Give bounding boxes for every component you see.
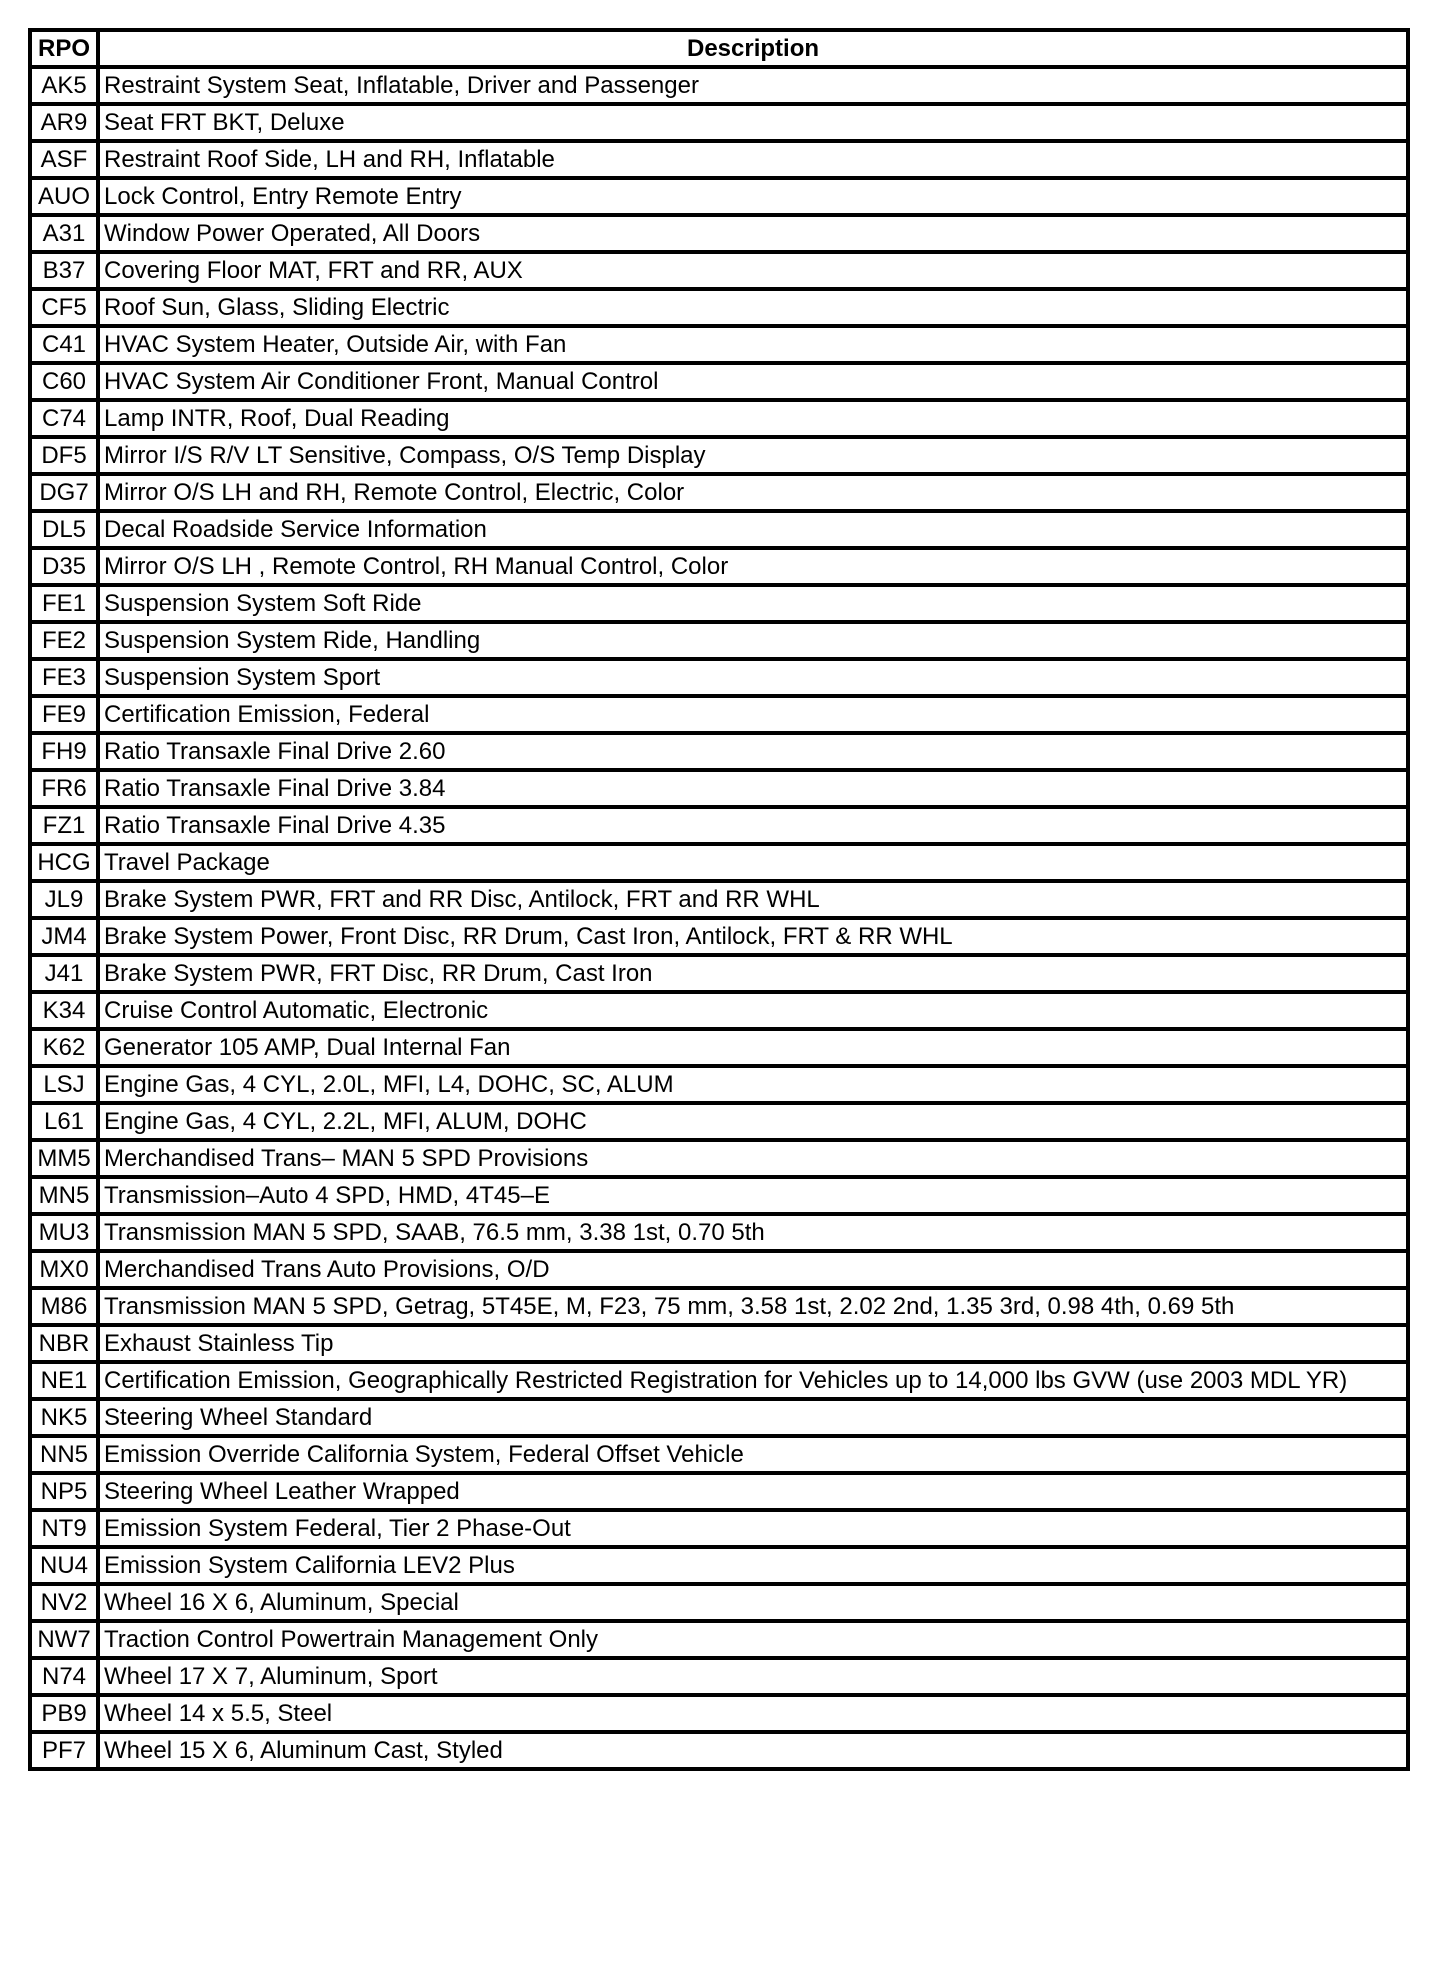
description-cell: Mirror I/S R/V LT Sensitive, Compass, O/S Temp Display [98,437,1408,474]
rpo-column-header: RPO [30,30,98,67]
rpo-code-cell: K34 [30,992,98,1029]
rpo-code-cell: FZ1 [30,807,98,844]
description-cell: Mirror O/S LH and RH, Remote Control, Electric, Color [98,474,1408,511]
description-cell: Brake System PWR, FRT and RR Disc, Antilock, FRT and RR WHL [98,881,1408,918]
rpo-code-cell: FR6 [30,770,98,807]
description-cell: Restraint Roof Side, LH and RH, Inflatable [98,141,1408,178]
description-cell: Covering Floor MAT, FRT and RR, AUX [98,252,1408,289]
rpo-code-cell: AR9 [30,104,98,141]
rpo-code-cell: NK5 [30,1399,98,1436]
description-cell: Ratio Transaxle Final Drive 3.84 [98,770,1408,807]
table-row [30,548,1408,585]
rpo-code-cell: DG7 [30,474,98,511]
table-row [30,807,1408,844]
rpo-code-cell: FH9 [30,733,98,770]
description-cell: Cruise Control Automatic, Electronic [98,992,1408,1029]
rpo-code-cell: NP5 [30,1473,98,1510]
table-row [30,178,1408,215]
table-row [30,1103,1408,1140]
description-cell: Roof Sun, Glass, Sliding Electric [98,289,1408,326]
rpo-code-cell: NBR [30,1325,98,1362]
description-cell: Traction Control Powertrain Management Only [98,1621,1408,1658]
table-row [30,881,1408,918]
description-cell: HVAC System Heater, Outside Air, with Fan [98,326,1408,363]
table-row [30,992,1408,1029]
table-row [30,1177,1408,1214]
rpo-code-cell: J41 [30,955,98,992]
rpo-code-cell: PF7 [30,1732,98,1769]
rpo-code-cell: AK5 [30,67,98,104]
table-row [30,844,1408,881]
table-row [30,1399,1408,1436]
description-cell: Mirror O/S LH , Remote Control, RH Manual Control, Color [98,548,1408,585]
description-cell: Emission System California LEV2 Plus [98,1547,1408,1584]
table-row [30,474,1408,511]
table-row [30,659,1408,696]
table-row [30,1066,1408,1103]
description-cell: Brake System Power, Front Disc, RR Drum, Cast Iron, Antilock, FRT & RR WHL [98,918,1408,955]
description-cell: Suspension System Sport [98,659,1408,696]
table-row [30,400,1408,437]
rpo-code-cell: NT9 [30,1510,98,1547]
rpo-code-cell: L61 [30,1103,98,1140]
rpo-code-cell: NW7 [30,1621,98,1658]
description-cell: Ratio Transaxle Final Drive 4.35 [98,807,1408,844]
description-cell: Suspension System Soft Ride [98,585,1408,622]
rpo-table [28,28,1410,1771]
table-body [30,67,1408,1769]
table-row [30,1140,1408,1177]
rpo-code-cell: C41 [30,326,98,363]
description-cell: Exhaust Stainless Tip [98,1325,1408,1362]
rpo-code-cell: B37 [30,252,98,289]
description-cell: Suspension System Ride, Handling [98,622,1408,659]
table-row [30,1214,1408,1251]
table-row [30,1658,1408,1695]
rpo-code-cell: K62 [30,1029,98,1066]
table-row [30,511,1408,548]
rpo-code-cell: FE2 [30,622,98,659]
rpo-code-cell: JM4 [30,918,98,955]
table-row [30,1510,1408,1547]
table-row [30,326,1408,363]
description-cell: Travel Package [98,844,1408,881]
description-cell: Merchandised Trans Auto Provisions, O/D [98,1251,1408,1288]
table-row [30,1695,1408,1732]
rpo-code-cell: NU4 [30,1547,98,1584]
description-cell: Steering Wheel Leather Wrapped [98,1473,1408,1510]
description-cell: Engine Gas, 4 CYL, 2.0L, MFI, L4, DOHC, SC, ALUM [98,1066,1408,1103]
table-row [30,104,1408,141]
table-row [30,1325,1408,1362]
table-row [30,1584,1408,1621]
table-row [30,1436,1408,1473]
rpo-code-cell: NV2 [30,1584,98,1621]
rpo-code-cell: CF5 [30,289,98,326]
description-cell: Brake System PWR, FRT Disc, RR Drum, Cast Iron [98,955,1408,992]
table-row [30,289,1408,326]
rpo-code-cell: NE1 [30,1362,98,1399]
description-cell: Wheel 14 x 5.5, Steel [98,1695,1408,1732]
description-cell: Wheel 16 X 6, Aluminum, Special [98,1584,1408,1621]
rpo-code-cell: D35 [30,548,98,585]
table-row [30,215,1408,252]
description-cell: Ratio Transaxle Final Drive 2.60 [98,733,1408,770]
rpo-code-cell: PB9 [30,1695,98,1732]
rpo-code-cell: C74 [30,400,98,437]
table-row [30,67,1408,104]
description-cell: Emission System Federal, Tier 2 Phase-Out [98,1510,1408,1547]
rpo-code-cell: FE9 [30,696,98,733]
rpo-code-cell: FE3 [30,659,98,696]
rpo-code-cell: MN5 [30,1177,98,1214]
description-cell: Transmission MAN 5 SPD, Getrag, 5T45E, M, F23, 75 mm, 3.58 1st, 2.02 2nd, 1.35 3rd, 0.98 4th, 0.69 5th [98,1288,1408,1325]
description-cell: HVAC System Air Conditioner Front, Manual Control [98,363,1408,400]
table-row [30,363,1408,400]
description-cell: Emission Override California System, Federal Offset Vehicle [98,1436,1408,1473]
table-row [30,1029,1408,1066]
table-row [30,918,1408,955]
rpo-code-cell: A31 [30,215,98,252]
table-row [30,1251,1408,1288]
rpo-code-cell: LSJ [30,1066,98,1103]
table-row [30,1621,1408,1658]
description-cell: Restraint System Seat, Inflatable, Driver and Passenger [98,67,1408,104]
table-header-row [30,30,1408,67]
description-cell: Window Power Operated, All Doors [98,215,1408,252]
description-cell: Lock Control, Entry Remote Entry [98,178,1408,215]
description-cell: Transmission MAN 5 SPD, SAAB, 76.5 mm, 3.38 1st, 0.70 5th [98,1214,1408,1251]
rpo-code-cell: DL5 [30,511,98,548]
rpo-code-cell: N74 [30,1658,98,1695]
table-row [30,1732,1408,1769]
rpo-code-cell: DF5 [30,437,98,474]
description-cell: Decal Roadside Service Information [98,511,1408,548]
description-cell: Merchandised Trans– MAN 5 SPD Provisions [98,1140,1408,1177]
table-row [30,1473,1408,1510]
rpo-code-cell: M86 [30,1288,98,1325]
description-cell: Certification Emission, Geographically Restricted Registration for Vehicles up to 14,000 lbs GVW (use 2003 MDL YR) [98,1362,1408,1399]
table-row [30,1547,1408,1584]
table-row [30,622,1408,659]
description-cell: Engine Gas, 4 CYL, 2.2L, MFI, ALUM, DOHC [98,1103,1408,1140]
rpo-code-cell: HCG [30,844,98,881]
description-cell: Certification Emission, Federal [98,696,1408,733]
rpo-code-cell: ASF [30,141,98,178]
rpo-code-cell: NN5 [30,1436,98,1473]
rpo-code-cell: C60 [30,363,98,400]
rpo-code-cell: MM5 [30,1140,98,1177]
rpo-code-cell: MU3 [30,1214,98,1251]
rpo-code-cell: MX0 [30,1251,98,1288]
table-row [30,252,1408,289]
table-row [30,1362,1408,1399]
table-row [30,437,1408,474]
table-row [30,733,1408,770]
table-row [30,585,1408,622]
table-row [30,770,1408,807]
description-cell: Wheel 15 X 6, Aluminum Cast, Styled [98,1732,1408,1769]
table-row [30,141,1408,178]
description-column-header: Description [98,30,1408,67]
rpo-code-cell: JL9 [30,881,98,918]
table-row [30,1288,1408,1325]
table-row [30,955,1408,992]
description-cell: Generator 105 AMP, Dual Internal Fan [98,1029,1408,1066]
description-cell: Wheel 17 X 7, Aluminum, Sport [98,1658,1408,1695]
description-cell: Transmission–Auto 4 SPD, HMD, 4T45–E [98,1177,1408,1214]
description-cell: Seat FRT BKT, Deluxe [98,104,1408,141]
rpo-code-cell: AUO [30,178,98,215]
description-cell: Lamp INTR, Roof, Dual Reading [98,400,1408,437]
rpo-code-cell: FE1 [30,585,98,622]
description-cell: Steering Wheel Standard [98,1399,1408,1436]
table-row [30,696,1408,733]
